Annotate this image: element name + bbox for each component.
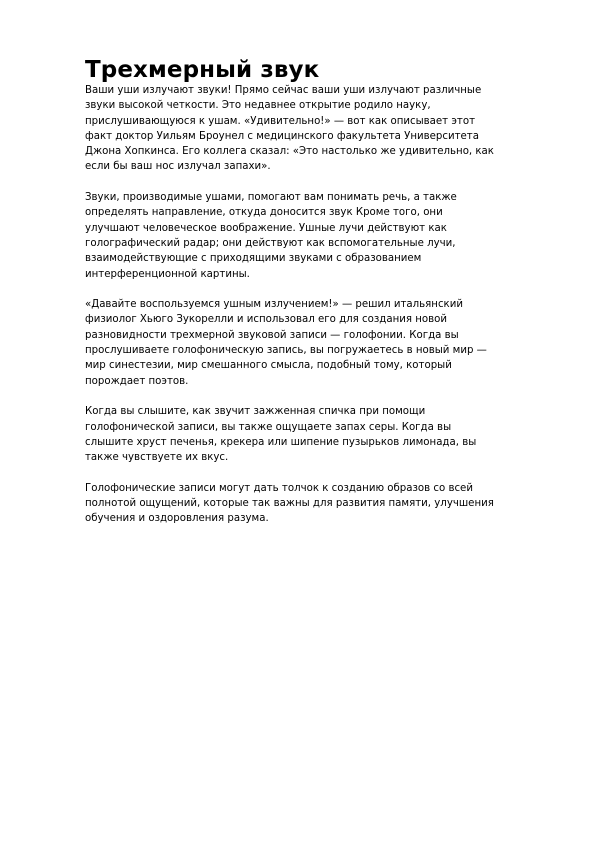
paragraph-spacer (85, 465, 555, 480)
paragraph-spacer (85, 282, 555, 297)
paragraph-spacer (85, 389, 555, 404)
paragraph-senses: Когда вы слышите, как звучит зажженная спичка при помощи голофонической записи, вы также ощущаете запах серы. Когда вы слышите хруст печенья, крекера или шипение пузырьков лимонада, вы также чувствуете их вкус. (85, 406, 477, 464)
document-title: Трехмерный звук (85, 57, 320, 83)
paragraph-holophony: «Давайте воспользуемся ушным излучением!» — решил итальянский физиолог Хьюго Зукорелли и использовал его для создания новой разновидности трехмерной звуковой записи — голофонии. Когда вы прослушиваете голофоническую запись, вы погружаетесь в новый мир — мир синестезии, мир смешанного смысла, подобный тому, который порождает поэтов. (85, 299, 487, 387)
paragraph-spacer (85, 175, 555, 190)
paragraph-ear-emissions: Ваши уши излучают звуки! Прямо сейчас ваши уши излучают различные звуки высокой четкости. Это недавнее открытие родило науку, прислушивающуюся к ушам. «Удивительно!» — вот как описывает этот факт доктор Уильям Броунел с медицинского факультета Университета Джона Хопкинса. Его коллега сказал: «Это настолько же удивительно, как если бы ваш нос излучал запахи». (85, 85, 494, 173)
paragraph-conclusion: Голофонические записи могут дать толчок к созданию образов со всей полнотой ощущений, которые так важны для развития памяти, улучшения обучения и оздоровления разума. (85, 482, 494, 525)
document-page (85, 57, 555, 527)
paragraph-ear-rays: Звуки, производимые ушами, помогают вам понимать речь, а также определять направление, откуда доносится звук Кроме того, они улучшают человеческое воображение. Ушные лучи действуют как голографический радар; они действуют как вспомогательные лучи, взаимодействующие с приходящими звуками с образованием интерференционной картины. (85, 192, 457, 280)
